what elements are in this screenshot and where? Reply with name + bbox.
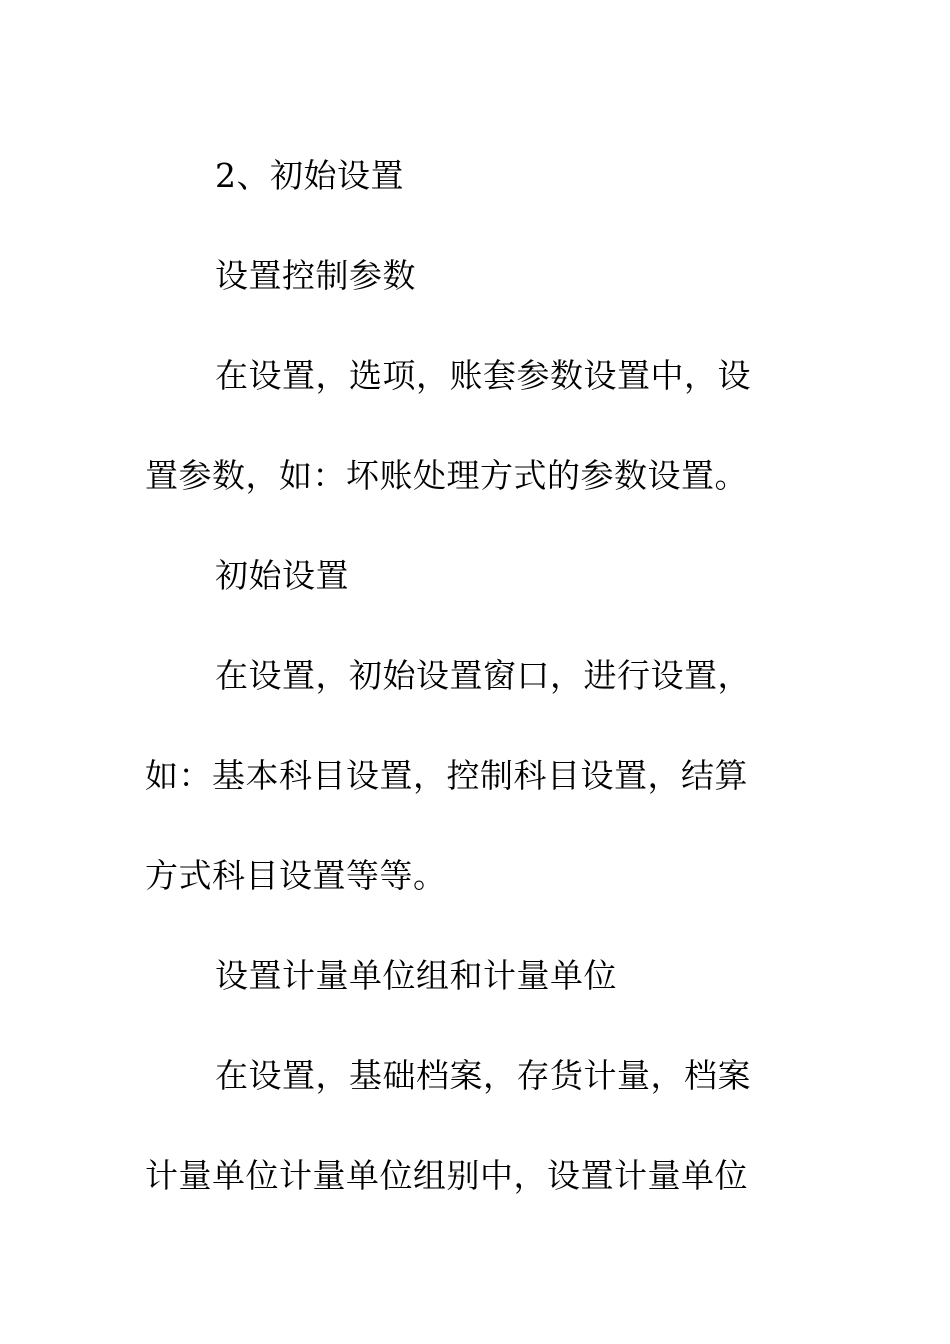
text-line: 方式科目设置等等。 (145, 856, 447, 895)
subsection-heading (145, 926, 785, 1026)
subsection-heading (145, 226, 785, 326)
document-body (145, 126, 785, 1226)
body-paragraph (145, 326, 785, 526)
text-line: 设置控制参数 (215, 256, 416, 295)
text-line: 置参数，如：坏账处理方式的参数设置。 (145, 456, 748, 495)
text-line: 在设置，基础档案，存货计量，档案 (215, 1056, 751, 1095)
text-line: 在设置，初始设置窗口，进行设置， (215, 656, 751, 695)
section-heading (145, 126, 785, 226)
text-line: 设置计量单位组和计量单位 (215, 956, 617, 995)
body-paragraph (145, 626, 785, 926)
body-paragraph (145, 1026, 785, 1226)
text-line: 计量单位计量单位组别中，设置计量单位 (145, 1156, 748, 1195)
text-line: 2、初始设置 (215, 156, 404, 195)
text-line: 初始设置 (215, 556, 349, 595)
text-line: 如：基本科目设置，控制科目设置，结算 (145, 756, 748, 795)
subsection-heading (145, 526, 785, 626)
text-line: 在设置，选项，账套参数设置中，设 (215, 356, 751, 395)
